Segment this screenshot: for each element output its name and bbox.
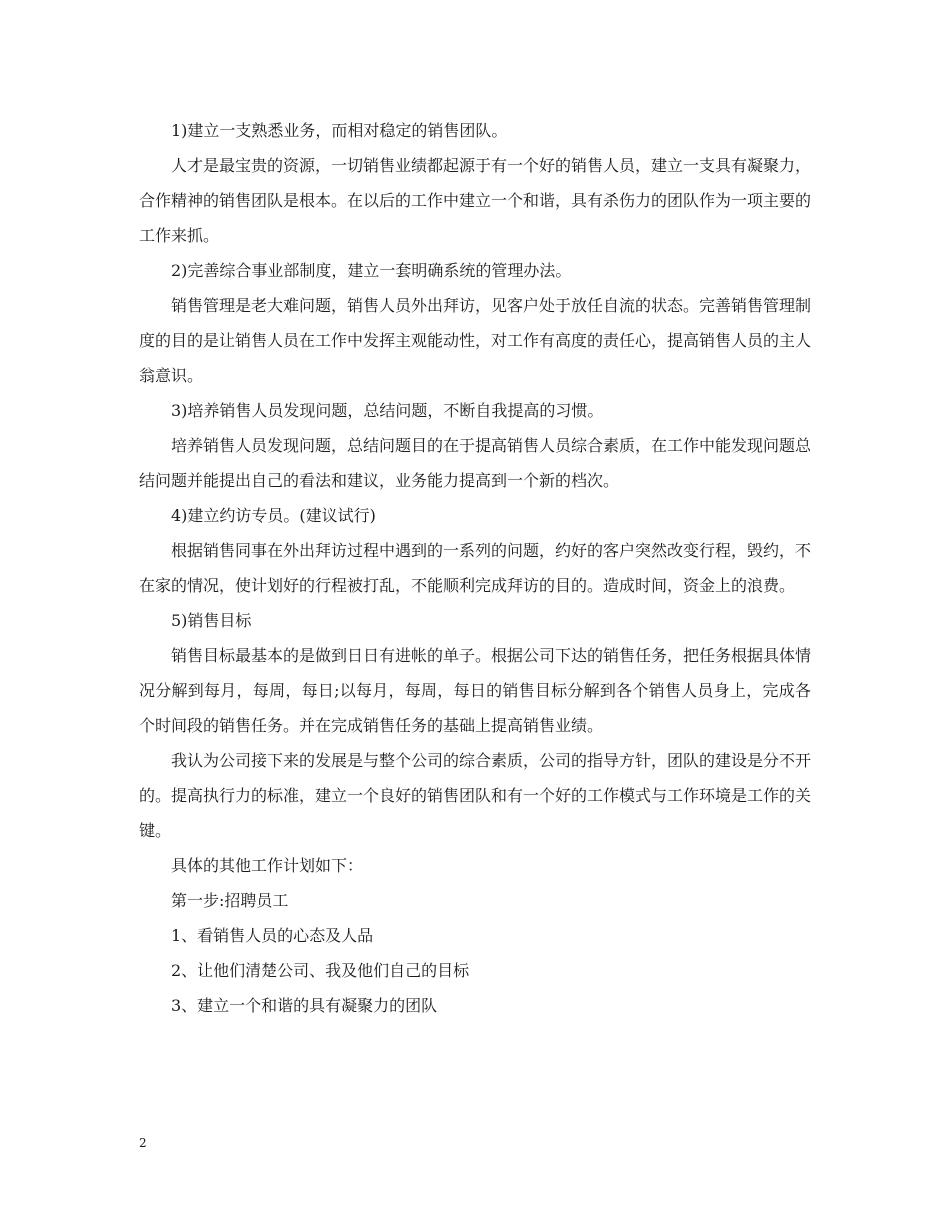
- document-body: [139, 113, 811, 1023]
- paragraph-team: 人才是最宝贵的资源，一切销售业绩都起源于有一个好的销售人员，建立一支具有凝聚力，合作精神的销售团队是根本。在以后的工作中建立一个和谐，具有杀伤力的团队作为一项主要的工作来抓。: [139, 156, 812, 245]
- heading-appointment: 4)建立约访专员。(建议试行): [171, 506, 376, 525]
- paragraph-appointment: 根据销售同事在外出拜访过程中遇到的一系列的问题，约好的客户突然改变行程，毁约，不在家的情况，使计划好的行程被打乱，不能顺利完成拜访的目的。造成时间，资金上的浪费。: [139, 541, 812, 595]
- paragraph-conclusion: 我认为公司接下来的发展是与整个公司的综合素质，公司的指导方针，团队的建设是分不开的。提高执行力的标准，建立一个良好的销售团队和有一个好的工作模式与工作环境是工作的关键。: [139, 751, 812, 840]
- list-item: 1、看销售人员的心态及人品: [171, 926, 374, 945]
- list-item: 2、让他们清楚公司、我及他们自己的目标: [171, 961, 470, 980]
- paragraph-plan-intro: 具体的其他工作计划如下：: [171, 856, 364, 875]
- heading-habits: 3)培养销售人员发现问题，总结问题，不断自我提高的习惯。: [171, 401, 604, 420]
- heading-system: 2)完善综合事业部制度，建立一套明确系统的管理办法。: [171, 261, 572, 280]
- heading-step-one: 第一步:招聘员工: [171, 891, 289, 910]
- paragraph-sales-target: 销售目标最基本的是做到日日有进帐的单子。根据公司下达的销售任务，把任务根据具体情况分解到每月，每周，每日;以每月，每周，每日的销售目标分解到各个销售人员身上，完成各个时间段的销售任务。并在完成销售任务的基础上提高销售业绩。: [139, 646, 812, 735]
- page-number: 2: [139, 1136, 147, 1150]
- heading-sales-target: 5)销售目标: [171, 611, 252, 630]
- paragraph-habits: 培养销售人员发现问题，总结问题目的在于提高销售人员综合素质，在工作中能发现问题总结问题并能提出自己的看法和建议，业务能力提高到一个新的档次。: [139, 436, 812, 490]
- paragraph-system: 销售管理是老大难问题，销售人员外出拜访，见客户处于放任自流的状态。完善销售管理制度的目的是让销售人员在工作中发挥主观能动性，对工作有高度的责任心，提高销售人员的主人翁意识。: [139, 296, 812, 385]
- list-item: 3、建立一个和谐的具有凝聚力的团队: [171, 996, 438, 1015]
- heading-team: 1)建立一支熟悉业务，而相对稳定的销售团队。: [171, 121, 508, 140]
